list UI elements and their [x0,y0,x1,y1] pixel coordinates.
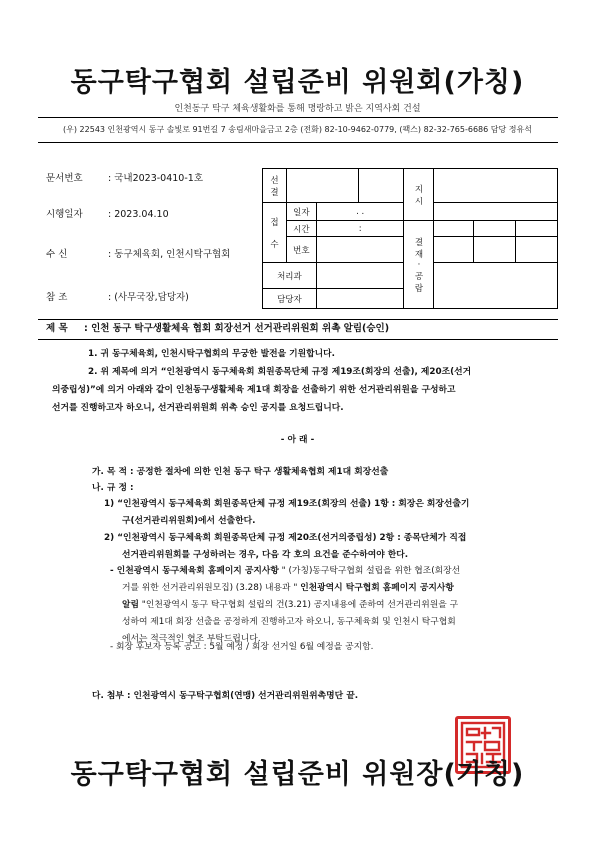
subject-label: 제 목 [46,323,68,334]
doc-date-label: 시행일자 [46,209,83,220]
detail-1-line-4: 성하여 제1대 회장 선출을 공정하게 진행하고자 하오니, 동구체육회 및 인천시 탁구협회 [122,617,456,627]
doc-number-label: 문서번호 [46,173,83,184]
approval-time-value: : [316,221,404,237]
approval-seongyeol-cell: 선 결 [263,169,287,203]
doc-date-row [46,206,169,220]
approval-blank-2 [358,169,404,203]
approval-sign-2 [474,221,516,237]
approval-number-value [316,237,404,263]
doc-number-value: : 국내2023-0410-1호 [108,173,204,184]
approval-blank-1 [286,169,358,203]
document-slogan: 인천동구 탁구 체육생활화를 통해 명랑하고 밝은 지역사회 건설 [174,104,421,114]
reference-label: 참 조 [46,292,68,303]
approval-jisi-blank [434,169,558,203]
regulation-label: 나. 규 정 [92,483,127,493]
approval-sign-3 [516,221,558,237]
approval-time-label: 시간 [286,221,316,237]
regulation-colon: : [130,483,134,493]
approval-blank-3 [434,203,558,221]
approval-processor-value [316,263,404,289]
signatory-title: 동구탁구협회 설립준비 위원장(가칭) [70,759,525,790]
approval-date-value: . . [316,203,404,221]
paragraph-1: 1. 귀 동구체육회, 인천시탁구협회의 무궁한 발전을 기원합니다. [88,349,335,359]
doc-number-row [46,170,203,184]
approval-sign-5 [474,237,516,263]
document-title: 동구탁구협회 설립준비 위원회(가칭) [70,67,525,98]
detail-1-line-1: - 인천광역시 동구체육회 홈페이지 공지사항 " (가칭)동구탁구협회 설립을 위한 협조(회장선 [110,566,461,576]
detail-1-line-5: 에서는 적극적인 협조 부탁드립니다. [122,634,261,644]
paragraph-2-line-3: 선거를 진행하고자 하오니, 선거관리위원회 위촉 승인 공지를 요청드립니다. [52,403,344,413]
regulation-row [92,480,134,497]
detail-2: - 회장 후보자 등록 공고 : 5월 예정 / 회장 선거일 6월 예정을 공지함. [110,642,374,652]
detail-1-link-2: 인천광역시 탁구협회 홈페이지 공지사항 [300,583,454,593]
approval-sign-7 [434,263,558,309]
approval-table [262,168,558,309]
below-heading: - 아 래 - [280,435,315,445]
approval-sign-6 [516,237,558,263]
approval-sign-4 [434,237,474,263]
rule-2-line-2: 선거관리위원회를 구성하려는 경우, 다음 각 호의 요건을 준수하여야 한다. [122,550,409,560]
approval-gyeoljae-cell: 결 재 · 공 람 [404,221,434,309]
header-rule-top [38,117,558,118]
approval-number-label: 번호 [286,237,316,263]
subject-text: : 인천 동구 탁구생활체육 협회 회장선거 선거관리위원회 위촉 알림(승인) [84,323,390,334]
paragraph-2-line-1: 2. 위 제목에 의거 “인천광역시 동구체육회 회원종목단체 규정 제19조(회장의 선출), 제20조(선거 [88,367,472,377]
subject-row [38,320,558,338]
approval-manager-label: 담당자 [263,289,317,309]
header-rule-bottom [38,142,558,143]
subject-rule-bottom [38,339,558,340]
rule-1-line-1: 1) “인천광역시 동구체육회 회원종목단체 규정 제19조(회장의 선출) 1항 : 회장은 회장선출기 [104,499,470,509]
approval-date-label: 일자 [286,203,316,221]
approval-sign-1 [434,221,474,237]
detail-1-line-2: 거를 위한 선거관리위원모집) (3.28) 내용과 " 인천광역시 탁구협회 홈페이지 공지사항 [122,583,454,593]
doc-date-value: : 2023.04.10 [108,209,169,220]
paragraph-2-line-2: 의중립성)”에 의거 아래와 같이 인천동구생활체육 제1대 회장을 선출하기 위한 선거관리위원을 구성하고 [52,385,456,395]
attachment-line: 다. 첨부 : 인천광역시 동구탁구협회(연맹) 선거관리위원위촉명단 끝. [92,691,359,701]
recipient-label: 수 신 [46,249,68,260]
recipient-value: : 동구체육회, 인천시탁구협회 [108,249,231,260]
detail-1-link-1: - 인천광역시 동구체육회 홈페이지 공지사항 [110,566,279,576]
recipient-row [46,246,230,260]
rule-2-line-1: 2) “인천광역시 동구체육회 회원종목단체 규정 제20조(선거의중립성) 2항 : 종목단체가 직접 [104,533,467,543]
approval-processor-label: 처리과 [263,263,317,289]
approval-jisi-cell: 지 시 [404,169,434,221]
detail-1-line-3: 알림 "인천광역시 동구 탁구협회 설립의 건(3.21) 공지내용에 준하여 선거관리위원을 구 [122,600,459,610]
purpose-text: : 공정한 절차에 의한 인천 동구 탁구 생활체육협회 제1대 회장선출 [130,467,389,477]
purpose-label: 가. 목 적 [92,467,127,477]
rule-1-line-2: 구(선거관리위원회)에서 선출한다. [122,516,256,526]
reference-row [46,289,189,303]
reference-value: : (사무국장,담당자) [108,292,189,303]
approval-manager-value [316,289,404,309]
approval-jeopsu-cell: 접 수 [263,203,287,263]
purpose-row [92,464,388,481]
contact-address: (우) 22543 인천광역시 동구 솔빛로 91번길 7 송림새마을금고 2층 (전화) 82-10-9462-0779, (팩스) 82-32-765-6686 담당 정유석 [63,125,532,134]
